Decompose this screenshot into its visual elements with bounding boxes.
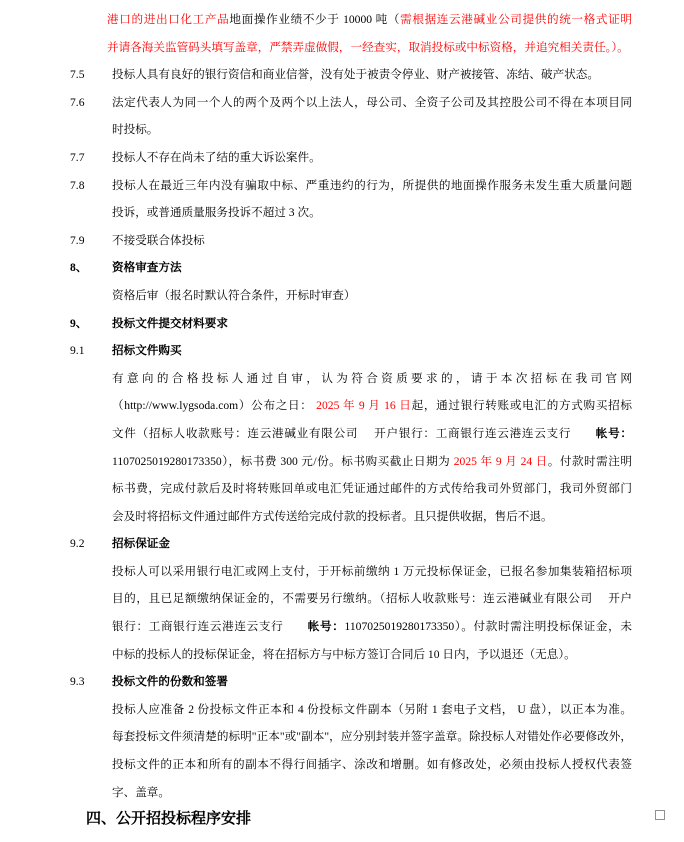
clause-number: 7.9 — [70, 233, 85, 247]
text-run: 会及时将招标文件通过邮件方式传送给完成付款的投标者。且只提供收据，售后不退。 — [112, 509, 553, 523]
text-run: 投标文件的份数和签署 — [112, 675, 228, 689]
clause-number: 7.7 — [70, 150, 85, 164]
text-line — [112, 365, 632, 393]
text-line — [112, 641, 632, 669]
text-line — [107, 34, 632, 62]
text-line — [112, 337, 632, 365]
text-run: 资格后审（报名时默认符合条件，开标时审查） — [112, 288, 356, 302]
text-line — [112, 199, 632, 227]
clause-7-5 — [70, 61, 632, 89]
clause-9-2-body — [112, 558, 632, 668]
clause-number: 7.8 — [70, 178, 85, 192]
clause-number: 8、 — [70, 261, 88, 275]
clause-7-6 — [70, 89, 632, 144]
clause-9-2-title — [70, 530, 632, 558]
clause-number: 7.6 — [70, 95, 85, 109]
clause-9-1-body — [112, 365, 632, 531]
text-run: 1107025019280173350）。付款时需注明投标保证金，未 — [344, 620, 632, 634]
qualification-review-method — [112, 282, 632, 310]
text-run: （http://www.lygsoda.com） — [112, 399, 252, 413]
text-line — [112, 503, 632, 531]
text-line — [112, 227, 632, 255]
text-line — [112, 475, 632, 503]
clause-number: 9.3 — [70, 675, 85, 689]
clause-number: 9.2 — [70, 537, 85, 551]
red-emphasis-text: 港口的进出口化工产品 — [107, 13, 230, 26]
clause-7-8 — [70, 172, 632, 227]
text-run: 四、公开招投标程序安排 — [86, 811, 252, 828]
clause-number: 7.5 — [70, 68, 85, 82]
text-line — [112, 530, 632, 558]
text-run: 中标的投标人的投标保证金，将在招标方与中标方签订合同后 10 日内，予以退还（无息）。 — [112, 647, 576, 661]
text-line — [86, 806, 646, 834]
clause-7-7 — [70, 144, 632, 172]
text-line — [112, 723, 632, 751]
text-run: 文件（招标人收款账号：连云港碱业有限公司 开户银行：工商银行连云港连云支行 — [112, 426, 596, 440]
text-run: 字、盖章。 — [112, 785, 170, 799]
text-line — [107, 6, 632, 34]
text-run: 法定代表人为同一个人的两个及两个以上法人，母公司、全资子公司及其控股公司不得在本项目同 — [112, 95, 632, 109]
text-line — [112, 310, 632, 338]
text-line — [112, 448, 632, 476]
clause-9-1-title — [70, 337, 632, 365]
text-line — [112, 779, 632, 807]
text-run: 公布之日： — [251, 399, 317, 413]
clause-7-4-continuation — [107, 6, 632, 61]
text-run: 不接受联合体投标 — [112, 233, 205, 247]
text-line — [112, 254, 632, 282]
text-run: 投标人具有良好的银行资信和商业信誉，没有处于被责令停业、财产被接管、冻结、破产状态。 — [112, 68, 599, 82]
text-line — [112, 751, 632, 779]
text-run: 地面操作业绩不少于 10000 吨（ — [229, 13, 401, 26]
text-run: 有意向的合格投标人通过自审，认为符合资质要求的，请于本次招标在我司官网 — [112, 371, 632, 385]
text-run: 帐号： — [595, 426, 632, 440]
text-line — [112, 420, 632, 448]
text-line — [112, 392, 632, 420]
text-run: 招标文件购买 — [112, 344, 182, 358]
document-content — [0, 6, 684, 834]
text-run: 时投标。 — [112, 123, 159, 137]
anchor-marker — [655, 810, 665, 820]
text-run: 投标人应准备 2 份投标文件正本和 4 份投标文件副本（另附 1 套电子文档， U 盘），以正本为准。 — [112, 702, 632, 716]
text-line — [112, 558, 632, 586]
text-run: 1107025019280173350），标书费 300 元/份。标书购买截止日期为 — [112, 454, 454, 468]
text-line — [112, 696, 632, 724]
clause-number: 9、 — [70, 316, 88, 330]
text-run: 资格审查方法 — [112, 261, 182, 275]
section-9-title — [70, 310, 632, 338]
text-run: 标书费，完成付款后及时将转账回单或电汇凭证通过邮件的方式传给我司外贸部门，我司外贸部门 — [112, 482, 632, 496]
clause-9-3-title — [70, 668, 632, 696]
text-run: 银行：工商银行连云港连云支行 — [112, 620, 308, 634]
section-8-title — [70, 254, 632, 282]
text-line — [112, 282, 632, 310]
text-run: 投标人在最近三年内没有骗取中标、严重违约的行为，所提供的地面操作服务未发生重大质量问题 — [112, 178, 632, 192]
text-run: 投标文件的正本和所有的副本不得行间插字、涂改和增删。如有修改处，必须由投标人授权代表签 — [112, 758, 632, 772]
clause-7-9 — [70, 227, 632, 255]
text-run: 帐号： — [307, 620, 345, 634]
red-emphasis-text: 需根据连云港碱业公司提供的统一格式证明 — [400, 13, 632, 26]
red-emphasis-text: 并请各海关监管码头填写盖章，严禁弄虚做假，一经查实，取消投标或中标资格，并追究相关责任。）。 — [107, 40, 629, 54]
text-run: 起，通过银行转账或电汇的方式购买招标 — [411, 399, 632, 413]
text-line — [112, 144, 632, 172]
text-line — [112, 585, 632, 613]
clause-9-3-body — [112, 696, 632, 806]
text-run: 。付款时需注明 — [547, 454, 632, 468]
text-run: 投标人可以采用银行电汇或网上支付，于开标前缴纳 1 万元投标保证金，已报名参加集装箱招标项 — [112, 564, 632, 578]
clause-number: 9.1 — [70, 344, 85, 358]
text-line — [112, 172, 632, 200]
text-line — [112, 89, 632, 117]
text-run: 每套投标文件须清楚的标明"正本"或"副本"，应分别封装并签字盖章。除投标人对错处作必要修改外， — [112, 730, 632, 744]
text-line — [112, 668, 632, 696]
text-line — [112, 613, 632, 641]
text-line — [112, 116, 632, 144]
red-emphasis-text: 2025 年 9 月 16 日 — [316, 399, 412, 413]
text-run: 投标人不存在尚未了结的重大诉讼案件。 — [112, 150, 321, 164]
text-run: 招标保证金 — [112, 537, 170, 551]
text-run: 目的，且已足额缴纳保证金的，不需要另行缴纳。（招标人收款账号：连云港碱业有限公司 开户 — [112, 592, 632, 606]
text-run: 投标文件提交材料要求 — [112, 316, 228, 330]
text-run: 投诉，或普通质量服务投诉不超过 3 次。 — [112, 206, 321, 220]
text-line — [112, 61, 632, 89]
red-emphasis-text: 2025 年 9 月 24 日 — [453, 454, 548, 468]
section-4-heading — [86, 806, 646, 834]
